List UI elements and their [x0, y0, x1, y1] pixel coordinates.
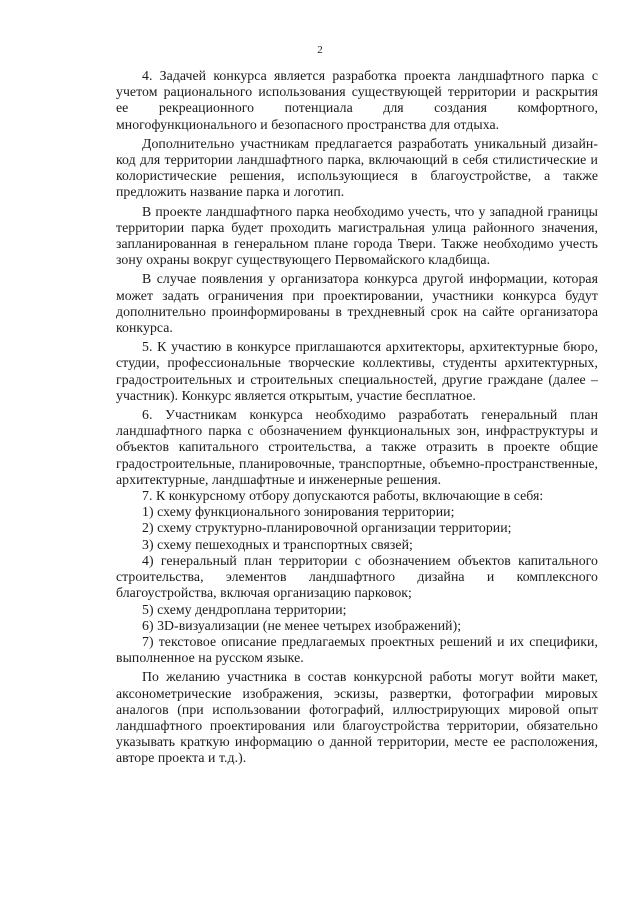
page-number: 2 — [317, 44, 323, 56]
paragraph-participants: 5. К участию в конкурсе приглашаются архитекторы, архитектурные бюро, студии, профессиональные творческие коллективы, студенты архитектурных, градостроительных и строительных специальностей, другие граждане (далее – участник). Конкурс является открытым, участие бесплатное. — [116, 339, 598, 403]
paragraph-western-border: В проекте ландшафтного парка необходимо учесть, что у западной границы территории парка будет проходить магистральная улица районного значения, запланированная в генеральном плане города Твери. Также необходимо учесть зону охраны вокруг существующего Первомайского кладбища. — [116, 203, 598, 268]
list-item: 6) 3D-визуализации (не менее четырех изображений); — [142, 617, 462, 633]
list-item: 1) схему функционального зонирования территории; — [142, 504, 455, 520]
document-body — [116, 68, 598, 767]
paragraph-design-code: Дополнительно участникам предлагается разработать уникальный дизайн-код для территории ландшафтного парка, включающий в себя стилистические и колористические решения, использующиеся в благоустройстве, а также предложить название парка и логотип. — [116, 135, 598, 200]
paragraph-additional-info: В случае появления у организатора конкурса другой информации, которая может задать ограничения при проектировании, участники конкурса будут дополнительно проинформированы в трехдневный срок на сайте организатора конкурса. — [116, 271, 598, 336]
paragraph-admitted-works: 7. К конкурсному отбору допускаются работы, включающие в себя: — [142, 488, 544, 504]
list-item: 2) схему структурно-планировочной организации территории; — [142, 520, 512, 536]
list-item: 3) схему пешеходных и транспортных связей; — [142, 536, 413, 552]
paragraph-task: 4. Задачей конкурса является разработка проекта ландшафтного парка с учетом рационального использования существующей территории и раскрытия ее рекреационного потенциала для создания комфортного, многофункционального и безопасного пространства для отдыха. — [116, 68, 598, 132]
list-item: 4) генеральный план территории с обозначением объектов капитального строительства, элементов ландшафтного дизайна и комплексного благоустройства, включая организацию парковок; — [116, 552, 598, 601]
list-item: 7) текстовое описание предлагаемых проектных решений и их специфики, выполненное на русском языке. — [116, 633, 598, 666]
paragraph-optional-materials: По желанию участника в состав конкурсной работы могут войти макет, аксонометрические изображения, эскизы, развертки, фотографии мировых аналогов (при использовании фотографий, иллюстрирующих мировой опыт ландшафтного проектирования или благоустройства территории, обязательно указывать краткую информацию о данной территории, месте ее расположения, авторе проекта и т.д.). — [116, 669, 598, 766]
paragraph-master-plan: 6. Участникам конкурса необходимо разработать генеральный план ландшафтного парка с обозначением функциональных зон, инфраструктуры и объектов капитального строительства, а также отразить в проекте общие градостроительные, планировочные, транспортные, объемно-пространственные, архитектурные, ландшафтные и инженерные решения. — [116, 407, 598, 487]
list-item: 5) схему дендроплана территории; — [142, 601, 347, 617]
